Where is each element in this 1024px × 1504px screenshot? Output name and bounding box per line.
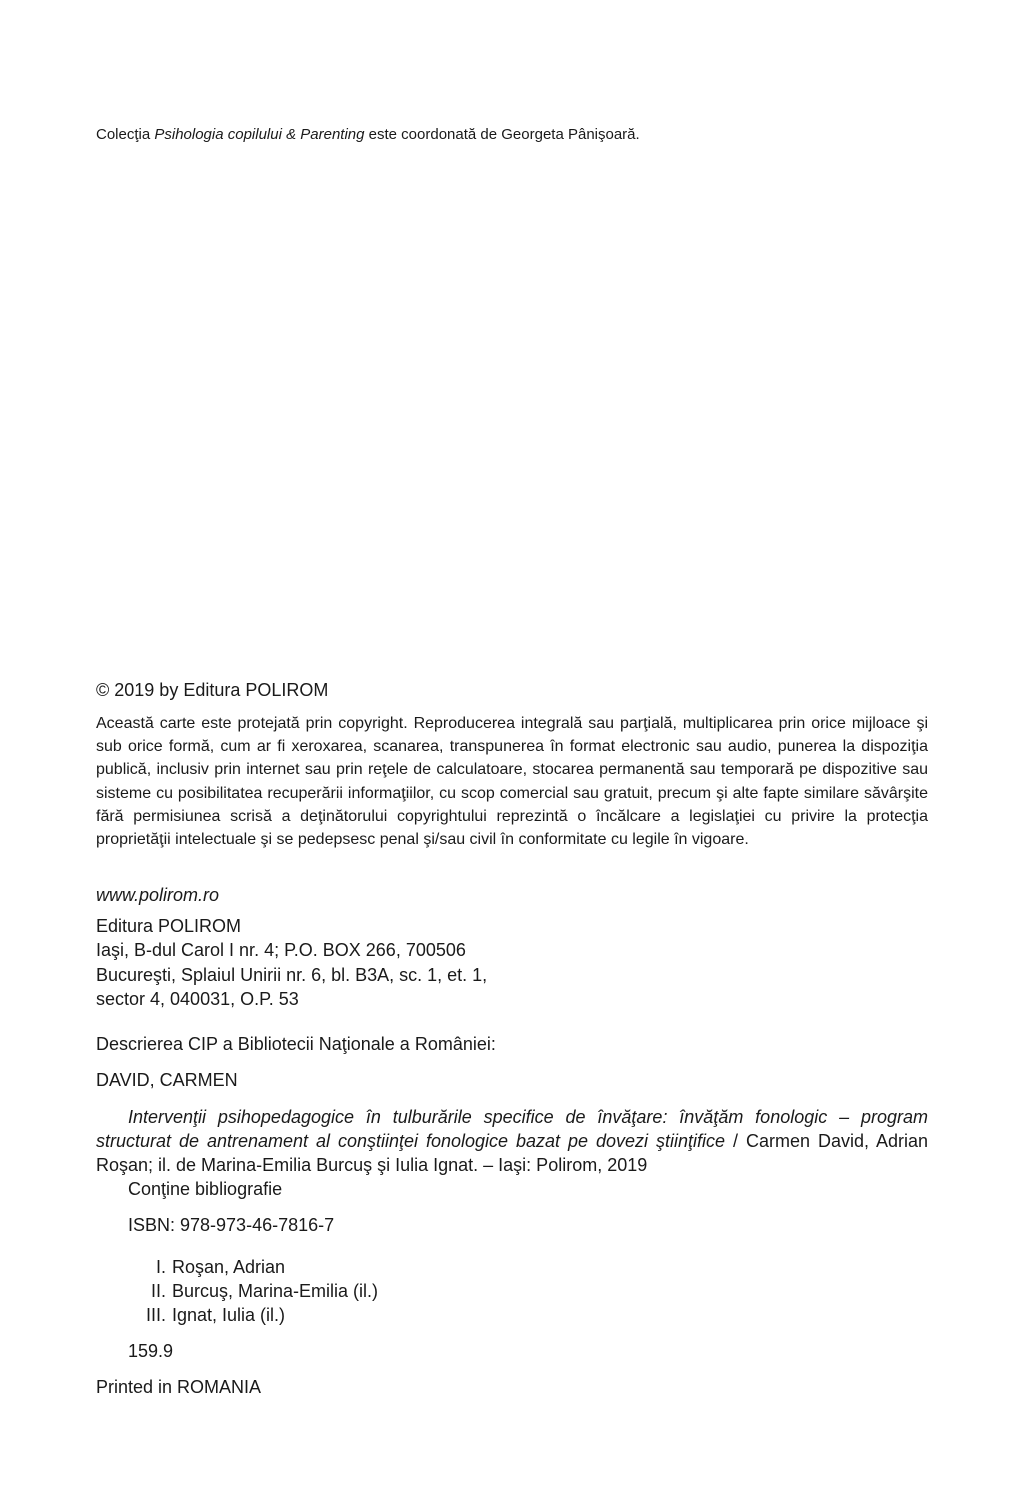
publisher-website[interactable]: www.polirom.ro [96, 885, 220, 905]
isbn: ISBN: 978-973-46-7816-7 [128, 1215, 335, 1235]
entry-name: Roşan, Adrian [172, 1257, 286, 1277]
list-item [128, 1255, 928, 1279]
publisher-block [96, 883, 928, 1012]
classification-code: 159.9 [128, 1341, 174, 1361]
publisher-name: Editura POLIROM [96, 915, 242, 936]
cip-contains: Conţine bibliografie [128, 1179, 283, 1199]
cip-author: DAVID, CARMEN [96, 1070, 238, 1090]
copyright-notice: Această carte este protejată prin copyright. Reproducerea integrală sau parţială, multiplicarea prin orice mijloace şi sub orice formă, cum ar fi xeroxarea, scanarea, transpunerea în format electronic sau audio, punerea la dispoziţia publică, inclusiv prin internet sau prin reţele de calculatoare, stocarea permanentă sau temporară pe dispozitive sau sisteme cu posibilitatea recuperării informaţiilor, cu scop comercial sau gratuit, precum şi alte fapte similare săvârşite fără permisiunea scrisă a deţinătorului copyrightului reprezintă o încălcare a legislaţiei cu privire la protecţia proprietăţii intelectuale şi se pedepsesc penal şi/sau civil în conformitate cu legile în vigoare. [96, 715, 928, 849]
cip-entries [96, 1255, 928, 1327]
series-name: Psihologia copilului & Parenting [154, 126, 365, 143]
book-title: Intervenţii psihopedagogice în tulburările specifice de învăţare: învăţăm fonologic – program structurat de antrenament al conştiinţei fonologice bazat pe dovezi ştiinţifice [96, 1107, 928, 1151]
collection-note [96, 125, 640, 145]
collection-suffix: este coordonată de Georgeta Pânişoară. [364, 126, 640, 143]
entry-number: II. [150, 1281, 166, 1301]
list-item [128, 1303, 928, 1327]
printed-in: Printed in ROMANIA [96, 1377, 262, 1397]
cip-block [96, 1032, 928, 1399]
collection-prefix: Colecţia [96, 126, 155, 143]
entry-name: Ignat, Iulia (il.) [172, 1305, 286, 1325]
entry-name: Burcuş, Marina-Emilia (il.) [172, 1281, 379, 1301]
address-line: Iaşi, B-dul Carol I nr. 4; P.O. BOX 266, 700506 [96, 940, 466, 960]
address-line: sector 4, 040031, O.P. 53 [96, 989, 299, 1009]
cip-heading: Descrierea CIP a Bibliotecii Naţionale a României: [96, 1034, 496, 1054]
cip-description [96, 1105, 928, 1177]
address-line: Bucureşti, Splaiul Unirii nr. 6, bl. B3A, sc. 1, et. 1, [96, 964, 488, 985]
cip-responsibility: / Carmen David, Adrian Roşan; il. de Marina-Emilia Burcuş şi Iulia Ignat. – Iaşi: Polirom, 2019 [96, 1131, 928, 1175]
entry-number: I. [155, 1257, 166, 1277]
entry-number: III. [145, 1305, 166, 1325]
copyright-block [96, 678, 928, 851]
list-item [128, 1279, 928, 1303]
copyright-line: © 2019 by Editura POLIROM [96, 680, 329, 700]
